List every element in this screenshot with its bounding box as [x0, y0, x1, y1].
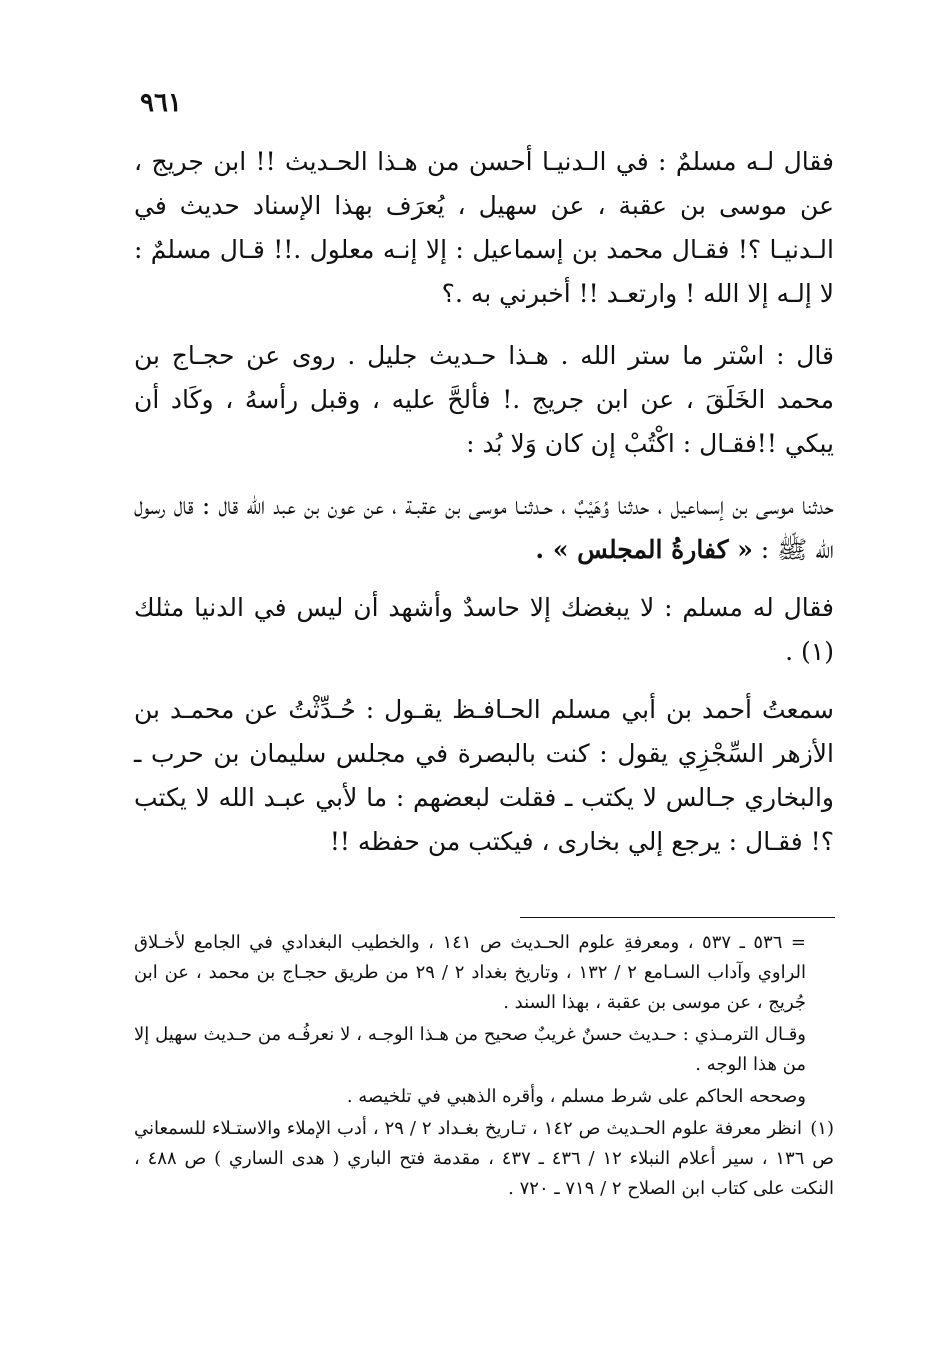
paragraph-3: [134, 484, 834, 572]
paragraph-3-text: حدثنا موسى بن إسماعيل ، حدثنا وُهَيْبٌ ، حـدثنـا موسى بن عقبـة ، عن عون بن عبد الله قال : قال رسول الله ﷺ :: [134, 491, 834, 564]
footnote-1-marker: (١): [810, 1118, 834, 1139]
footnote-continued-2: وقـال الترمـذي : حـديث حسنٌ غريبٌ صحيح من هـذا الوجـه ، لا نعرفُـه من حـديث سهيل إلا من هذا الوجه .: [134, 1024, 806, 1075]
hadith-quote: « كفارةُ المجلس » .: [535, 535, 753, 564]
main-text: [134, 140, 834, 882]
paragraph-5: سمعتُ أحمد بن أبي مسلم الحـافـظ يقـول : حُـدِّثْتُ عن محمـد بن الأزهر السِّجْزِي يقول : كنت بالبصرة في مجلس سليمان بن حرب ـ والبخاري جـالس لا يكتب ـ فقلت لبعضهم : ما لأبي عبـد الله لا يكتب ؟! فقـال : يرجع إلي بخارى ، فيكتب من حفظه !!: [134, 695, 834, 856]
footnote-1: [134, 1114, 834, 1204]
page-number: ٩٦١: [140, 88, 182, 118]
footnotes: [134, 928, 834, 1206]
continuation-mark: =: [790, 932, 806, 953]
paragraph-1: فقال لـه مسلمٌ : في الـدنيـا أحسن من هـذا الحـديث !! ابن جريج ، عن موسى بن عقبة ، عن سهيل ، يُعرَف بهذا الإسناد حديث في الـدنيـا ؟! فقـال محمد بن إسماعيل : إلا إنـه معلول .!! قـال مسلمٌ : لا إلـه إلا الله ! وارتعـد !! أخبرني به .؟: [134, 147, 834, 308]
footnote-1-text: انظر معرفة علوم الحـديث ص ١٤٢ ، تـاريخ بغـداد ٢ / ٢٩ ، أدب الإملاء والاستـلاء للسمعاني ص ١٣٦ ، سير أعلام النبلاء ١٢ / ٤٣٦ ـ ٤٣٧ ، مقدمة فتح الباري ( هدى الساري ) ص ٤٨٨ ، النكت على كتاب ابن الصلاح ٢ / ٧١٩ ـ ٧٢٠ .: [134, 1118, 834, 1199]
footnote-divider: [520, 917, 835, 918]
footnote-continued-1: [134, 928, 834, 1018]
paragraph-4-text: فقال له مسلم : لا يبغضك إلا حاسدٌ وأشهد أن ليس في الدنيا مثلك: [134, 593, 834, 622]
paragraph-4: [134, 586, 834, 674]
footnote-continued-1-text: ٥٣٦ ـ ٥٣٧ ، ومعرفةِ علوم الحـديث ص ١٤١ ، والخطيب البغدادي في الجامع لأخـلاق الراوي وآداب السـامع ٢ / ١٣٢ ، وتاريخ بغداد ٢ / ٢٩ من طريق حجـاج بن محمد ، عن ابن جُريج ، عن موسى بن عقبة ، بهذا السند .: [134, 932, 806, 1013]
paragraph-2: قال : اسْتر ما ستر الله . هـذا حـديث جليل . روى عن حجـاج بن محمد الخَلَقَ ، عن ابن جريج .! فألحَّ عليه ، وقبل رأسهُ ، وكَاد أن يبكي !!فقـال : اكْتُبْ إن كان وَلا بُد :: [134, 341, 834, 458]
footnote-continued-3: وصححه الحاكم على شرط مسلم ، وأقره الذهبي في تلخيصه .: [346, 1086, 806, 1107]
footnote-reference: (١) .: [785, 637, 834, 666]
